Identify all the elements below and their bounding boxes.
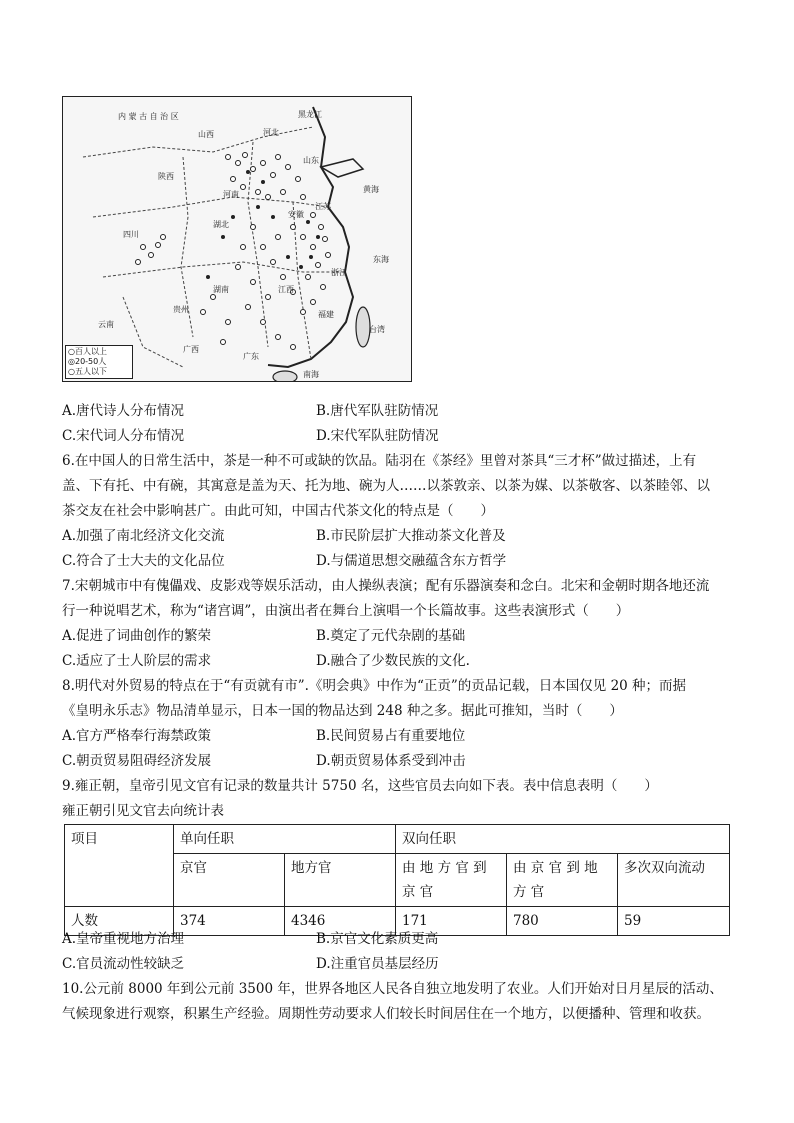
q8-option-d[interactable]: D.朝贡贸易体系受到冲击 (316, 753, 466, 769)
q8-option-b[interactable]: B.民间贸易占有重要地位 (316, 728, 466, 744)
table-subheader: 由 京 官 到 地 方 官 (507, 854, 618, 907)
svg-text:南海: 南海 (303, 370, 319, 379)
table-cell: 780 (507, 907, 618, 936)
svg-text:湖北: 湖北 (213, 220, 229, 229)
q6-option-a[interactable]: A.加强了南北经济文化交流 (62, 528, 225, 544)
svg-text:河北: 河北 (263, 128, 279, 137)
q6-stem-line: 茶交友在社会中影响甚广。由此可知，中国古代茶文化的特点是（ ） (62, 503, 494, 519)
svg-text:云南: 云南 (98, 320, 114, 329)
svg-text:浙江: 浙江 (331, 268, 347, 277)
q5-option-a[interactable]: A.唐代诗人分布情况 (62, 403, 185, 419)
q7-stem-line: 7.宋朝城市中有傀儡戏、皮影戏等娱乐活动，由人操纵表演；配有乐器演奏和念白。北宋和金朝时期各地还流 (62, 578, 710, 594)
q9-option-b[interactable]: B.京官文化素质更高 (316, 931, 439, 947)
svg-text:广东: 广东 (243, 352, 259, 361)
svg-text:广西: 广西 (183, 345, 199, 354)
svg-text:湖南: 湖南 (213, 285, 229, 294)
table-subheader: 由 地 方 官 到 京 官 (396, 854, 507, 907)
map-figure (62, 96, 412, 382)
table-subheader: 地方官 (285, 854, 396, 907)
svg-text:江西: 江西 (278, 285, 294, 294)
q9-option-d[interactable]: D.注重官员基层经历 (316, 956, 439, 972)
svg-text:福建: 福建 (318, 310, 334, 319)
table-cell: 4346 (285, 907, 396, 936)
svg-text:江苏: 江苏 (315, 202, 331, 211)
table-header-single: 单向任职 (174, 825, 396, 854)
q5-option-d[interactable]: D.宋代军队驻防情况 (316, 428, 439, 444)
q8-stem-line: 8.明代对外贸易的特点在于“有贡就有市”.《明会典》中作为“正贡”的贡品记载，日本国仅见 20 种；而据 (62, 678, 687, 694)
table-header-item: 项目 (65, 825, 174, 907)
table-row-label: 人数 (65, 907, 174, 936)
table-cell: 59 (618, 907, 730, 936)
q7-stem-line: 行一种说唱艺术，称为“诸宫调”，由演出者在舞台上演唱一个长篇故事。这些表演形式（ ） (62, 603, 630, 619)
svg-text:内 蒙 古 自 治 区: 内 蒙 古 自 治 区 (118, 112, 179, 121)
table-cell: 171 (396, 907, 507, 936)
q8-option-c[interactable]: C.朝贡贸易阻碍经济发展 (62, 753, 212, 769)
svg-text:黑龙江: 黑龙江 (298, 110, 322, 119)
table-row (65, 825, 730, 854)
q9-option-a[interactable]: A.皇帝重视地方治理 (62, 931, 185, 947)
q9-stem: 9.雍正朝，皇帝引见文官有记录的数量共计 5750 名，这些官员去向如下表。表中信息表明（ ） (62, 778, 658, 794)
svg-text:陕西: 陕西 (158, 172, 174, 181)
q5-option-c[interactable]: C.宋代词人分布情况 (62, 428, 185, 444)
q7-option-b[interactable]: B.奠定了元代杂剧的基础 (316, 628, 466, 644)
svg-text:河南: 河南 (223, 190, 239, 199)
svg-text:东海: 东海 (373, 255, 389, 264)
table-header-double: 双向任职 (396, 825, 730, 854)
legend-item: ○百人以上 (68, 347, 107, 356)
svg-text:台湾: 台湾 (369, 325, 385, 334)
table-subheader: 京官 (174, 854, 285, 907)
svg-text:贵州: 贵州 (173, 305, 189, 314)
table-subheader: 多次双向流动 (618, 854, 730, 907)
map-legend (65, 345, 133, 379)
svg-text:山东: 山东 (303, 156, 319, 165)
svg-text:黄海: 黄海 (363, 185, 379, 194)
q9-stat-table (64, 824, 730, 936)
legend-item: ○五人以下 (68, 367, 107, 376)
q6-stem-line: 盖、下有托、中有碗，其寓意是盖为天、托为地、碗为人……以茶敦亲、以茶为媒、以茶敬客、以茶睦邻、以 (62, 478, 710, 494)
q6-option-d[interactable]: D.与儒道思想交融蕴含东方哲学 (316, 553, 507, 569)
table-cell: 374 (174, 907, 285, 936)
q10-stem-line: 10.公元前 8000 年到公元前 3500 年，世界各地区人民各自独立地发明了农业。人们开始对日月星辰的活动、 (62, 981, 723, 997)
q7-option-a[interactable]: A.促进了词曲创作的繁荣 (62, 628, 212, 644)
svg-text:四川: 四川 (123, 230, 139, 239)
svg-text:安徽: 安徽 (288, 210, 304, 219)
svg-text:山西: 山西 (198, 130, 214, 139)
q7-option-d[interactable]: D.融合了少数民族的文化. (316, 653, 470, 669)
q6-stem-line: 6.在中国人的日常生活中，茶是一种不可或缺的饮品。陆羽在《茶经》里曾对茶具“三才杯”做过描述，上有 (62, 453, 697, 469)
q6-option-c[interactable]: C.符合了士大夫的文化品位 (62, 553, 225, 569)
q7-option-c[interactable]: C.适应了士人阶层的需求 (62, 653, 212, 669)
q9-option-c[interactable]: C.官员流动性较缺乏 (62, 956, 185, 972)
legend-item: ◎20-50人 (68, 357, 107, 366)
q8-stem-line: 《皇明永乐志》物品清单显示，日本一国的物品达到 248 种之多。据此可推知，当时（ ） (62, 703, 623, 719)
q10-stem-line: 气候现象进行观察，积累生产经验。周期性劳动要求人们较长时间居住在一个地方，以便播种、管理和收获。 (62, 1006, 710, 1022)
q9-table-title: 雍正朝引见文官去向统计表 (62, 803, 224, 819)
q5-option-b[interactable]: B.唐代军队驻防情况 (316, 403, 439, 419)
q6-option-b[interactable]: B.市民阶层扩大推动茶文化普及 (316, 528, 506, 544)
q8-option-a[interactable]: A.官方严格奉行海禁政策 (62, 728, 212, 744)
map-drawing (63, 97, 411, 381)
